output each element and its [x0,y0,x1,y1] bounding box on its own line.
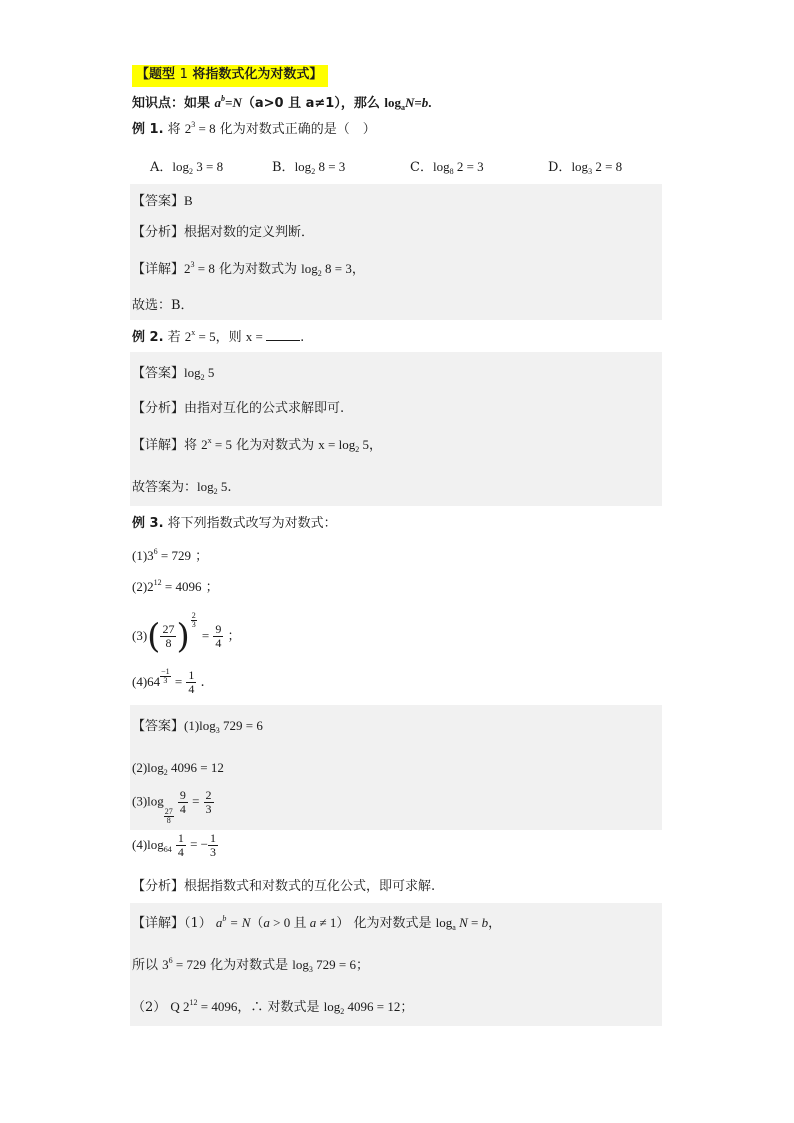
ex1-conclusion: 故选：B． [132,298,194,313]
ex3-item-4: (4)64 $\frac{-1}{3}$ = $\frac{1}{4}$ . [132,667,205,696]
ex3-answer-4: $(4)\log_{64}$ $\frac{1}{4}$ = − $\frac{1}{3}$ [132,831,216,859]
ex1-option-a: A．$\log_2 3 = 8$ [150,159,224,176]
ex3-detail-2: （2） Q $2^{12} = 4096$，∴ 对数式是 $\log_2 4096 = 12$； [132,998,414,1016]
ex3-item-2: $(2)2^{12} = 4096$ ； [132,578,219,595]
ex1-option-b: B．$\log_2 8 = 3$ [272,159,346,176]
knowledge-point: 知识点：如果 $a^b=N(a>0$ 且 a≠1），那么 $\log_aN=b$. [132,94,432,112]
ex3-detail-so: 所以 $3^6 = 729$ 化为对数式是 $\log_3 729 = 6$； [132,956,369,974]
ex2-detail: 【详解】将 $2^x = 5$ 化为对数式为 $x = \log_2 5$， [132,436,382,454]
section-title: 【题型 1 将指数式化为对数式】 [132,65,328,87]
ex3-analysis: 【分析】根据指数式和对数式的互化公式，即可求解. [132,879,436,894]
ex3-question: 例 3. 将下列指数式改写为对数式： [132,516,337,531]
ex1-question: 例 1. 将 $2^3 = 8$ 化为对数式正确的是（ ） [132,120,376,137]
ex1-option-d: D．$\log_3 2 = 8$ [548,159,623,176]
ex1-answer-block [130,184,662,320]
ex3-answer-2: $(2)\log_2$ 4096 = 12 [132,760,224,777]
ex2-question: 例 2. 若 $2^x = 5$，则 x = . [132,328,305,345]
ex2-conclusion: 故答案为：$\log_2 5$. [132,479,232,496]
ex3-detail-1: 【详解】（1） $a^b = N(a > 0$ 且 a ≠ 1） 化为对数式是 $\log_a N = b$， [132,914,502,932]
ex1-option-c: C．$\log_8 2 = 3$ [410,159,484,176]
ex2-analysis: 【分析】由指对互化的公式求解即可. [132,401,345,416]
ex1-detail: 【详解】$2^3 = 8$ 化为对数式为 $\log_2 8 = 3$， [132,260,365,278]
ex3-item-3: (3)( $\frac{27}{8}$ ) $\frac{2}{3}$ = $\frac{9}{4}$ ； [132,611,241,657]
ex3-answer-3: (3)log $\frac{27}{8}$ $\frac{9}{4}$ = $\frac{2}{3}$ [132,788,212,825]
ex1-answer: 【答案】B [132,193,193,209]
answer-blank [266,331,300,341]
ex3-item-1: $(1)3^6 = 729$ ； [132,547,209,564]
ex1-analysis: 【分析】根据对数的定义判断． [132,225,315,240]
ex3-answer-1: 【答案】$(1)\log_3$ 729 = 6 [132,718,263,735]
ex2-answer: 【答案】$\log_2 5$ [132,365,215,382]
